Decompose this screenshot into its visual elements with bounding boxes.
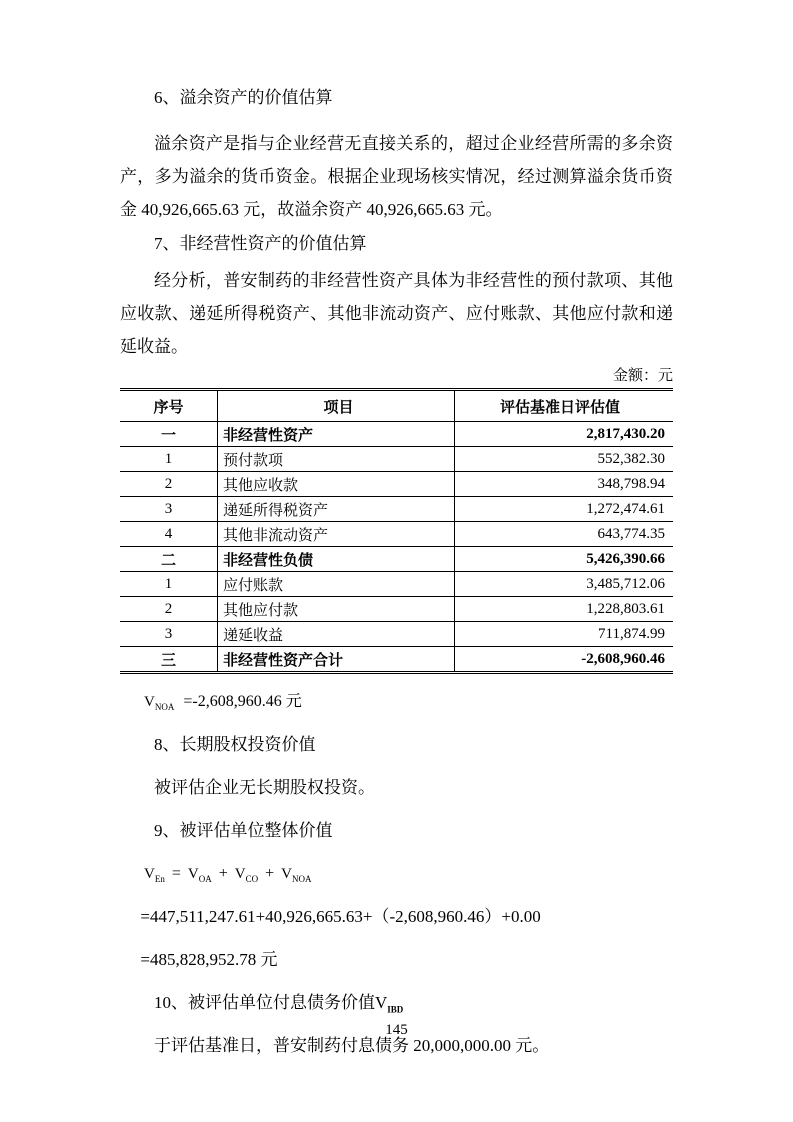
formula-subscript: NOA: [154, 702, 175, 713]
table-unit-label: 金额：元: [612, 368, 673, 384]
section-heading-7: 7、非经营性资产的价值估算: [154, 234, 367, 253]
table-row: [120, 472, 673, 497]
table-cell-item: 非经营性负债: [218, 547, 455, 572]
table-row: [120, 622, 673, 647]
table-row: [120, 447, 673, 472]
formula-variable: V: [234, 866, 246, 882]
formula-subscript: IBD: [387, 1004, 404, 1015]
table-cell-value: 3,485,712.06: [455, 572, 674, 597]
table-cell-no: 二: [120, 547, 218, 572]
table-cell-value: 348,798.94: [455, 472, 674, 497]
formula-vnoa: [120, 690, 673, 714]
paragraph-surplus-assets: 溢余资产是指与企业经营无直接关系的，超过企业经营所需的多余资产，多为溢余的货币资金。根据企业现场核实情况，经过测算溢余货币资金 40,926,665.63 元，故溢余资产 40,926,665.63 元。: [120, 134, 673, 219]
table-cell-no: 2: [120, 597, 218, 622]
table-cell-value: 1,272,474.61: [455, 497, 674, 522]
table-row: [120, 572, 673, 597]
formula-operator: =: [171, 865, 181, 882]
table-row: [120, 522, 673, 547]
table-cell-item: 非经营性资产合计: [218, 647, 455, 673]
formula-operator: +: [265, 865, 275, 882]
table-cell-item: 其他应付款: [218, 597, 455, 622]
table-cell-value: 1,228,803.61: [455, 597, 674, 622]
table-cell-no: 3: [120, 622, 218, 647]
table-cell-value: 5,426,390.66: [455, 547, 674, 572]
table-cell-no: 三: [120, 647, 218, 673]
formula-subscript: OA: [198, 874, 212, 885]
table-cell-value: -2,608,960.46: [455, 647, 674, 673]
table-cell-item: 预付款项: [218, 447, 455, 472]
formula-variable: V: [281, 866, 292, 882]
table-row: [120, 597, 673, 622]
table-cell-value: 2,817,430.20: [455, 422, 674, 447]
formula-variable: V: [144, 866, 155, 882]
table-cell-no: 2: [120, 472, 218, 497]
col-header-no: 序号: [120, 390, 218, 422]
section-heading-8: 8、长期股权投资价值: [154, 735, 316, 754]
table-row: [120, 497, 673, 522]
col-header-value: 评估基准日评估值: [455, 390, 674, 422]
calculation-line-1: =447,511,247.61+40,926,665.63+（-2,608,960.46）+0.00: [140, 907, 541, 926]
table-cell-item: 应付账款: [218, 572, 455, 597]
table-cell-item: 其他非流动资产: [218, 522, 455, 547]
table-cell-value: 643,774.35: [455, 522, 674, 547]
formula-result: =-2,608,960.46 元: [183, 693, 302, 710]
table-cell-item: 递延所得税资产: [218, 497, 455, 522]
formula-ven: [120, 862, 673, 886]
table-cell-item: 递延收益: [218, 622, 455, 647]
table-cell-no: 1: [120, 447, 218, 472]
table-body: [120, 422, 673, 673]
table-cell-no: 1: [120, 572, 218, 597]
page-number: 145: [385, 1022, 408, 1038]
col-header-item: 项目: [218, 390, 455, 422]
table-cell-value: 552,382.30: [455, 447, 674, 472]
section-heading-6: 6、溢余资产的价值估算: [154, 88, 333, 107]
table-cell-no: 4: [120, 522, 218, 547]
table-row: [120, 422, 673, 447]
formula-subscript: NOA: [291, 874, 312, 885]
table-cell-no: 3: [120, 497, 218, 522]
paragraph-interest-bearing-debt: 于评估基准日，普安制药付息债务 20,000,000.00 元。: [154, 1036, 550, 1055]
formula-variable: V: [144, 694, 155, 710]
table-header-row: [120, 390, 673, 422]
formula-subscript: CO: [245, 874, 259, 885]
non-operating-assets-table: [120, 388, 673, 674]
section-heading-9: 9、被评估单位整体价值: [154, 821, 333, 840]
table-cell-no: 一: [120, 422, 218, 447]
calculation-line-2: =485,828,952.78 元: [140, 950, 278, 969]
table-cell-item: 非经营性资产: [218, 422, 455, 447]
paragraph-non-operating-assets: 经分析，普安制药的非经营性资产具体为非经营性的预付款项、其他应收款、递延所得税资产、其他非流动资产、应付账款、其他应付款和递延收益。: [120, 271, 673, 356]
table-row: [120, 647, 673, 673]
formula-subscript: En: [154, 874, 165, 885]
table-cell-value: 711,874.99: [455, 622, 674, 647]
section-heading-10: [120, 991, 673, 1015]
section-heading-10-text: 10、被评估单位付息债务价值V: [154, 993, 388, 1012]
table-cell-item: 其他应收款: [218, 472, 455, 497]
formula-operator: +: [218, 865, 228, 882]
paragraph-long-term-equity: 被评估企业无长期股权投资。: [154, 778, 375, 797]
formula-variable: V: [187, 866, 199, 882]
table-row: [120, 547, 673, 572]
